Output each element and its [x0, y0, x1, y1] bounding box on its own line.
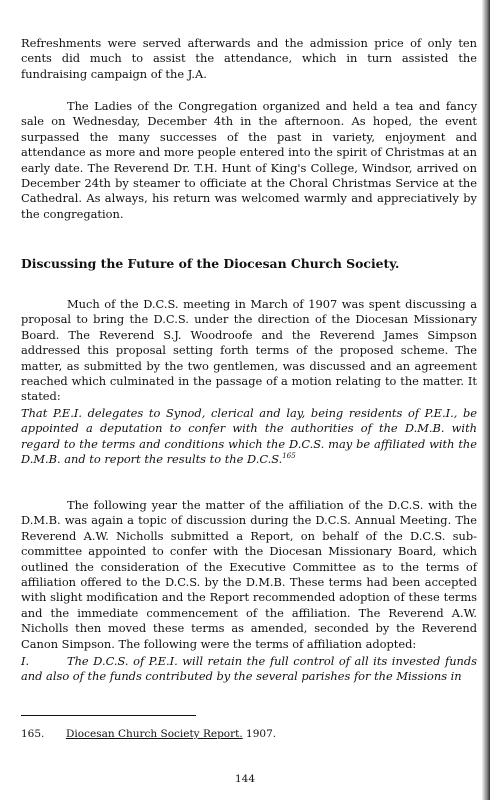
footnote-year: 1907.: [246, 728, 277, 740]
paragraph-ladies-tea-sale: The Ladies of the Congregation organized and held a tea and fancy sale on Wednesday, December 4th in the afternoon. As hoped, the event surpassed the many successes of the past in variety, enjoyment and attendance as more and more people entered into the spirit of Christmas at an early date. The Reverend Dr. T.H. Hunt of King's College, Windsor, arrived on December 24th by steamer to officiate at the Choral Christmas Service at the Cathedral. As always, his return was welcomed warmly and appreciatively by the congregation.: [21, 99, 477, 221]
footnote-number: 165.: [21, 728, 45, 740]
footnote-165: [21, 728, 421, 740]
affiliation-term-1: [21, 654, 477, 685]
footnote-ref-165: 165: [282, 452, 296, 461]
motion-quote: [21, 406, 477, 468]
section-heading: Discussing the Future of the Diocesan Church Society.: [21, 256, 400, 271]
paragraph-affiliation-report: The following year the matter of the affiliation of the D.C.S. with the D.M.B. was again a topic of discussion during the D.C.S. Annual Meeting. The Reverend A.W. Nicholls submitted a Report, on behalf of the D.C.S. sub-committee appointed to confer with the Diocesan Missionary Board, which outlined the consideration of the Executive Committee as to the terms of affiliation offered to the D.C.S. by the D.M.B. These terms had been accepted with slight modification and the Report recommended adoption of these terms and the immediate commencement of the affiliation. The Reverend A.W. Nicholls then moved these terms as amended, seconded by the Reverend Canon Simpson. The following were the terms of affiliation adopted:: [21, 498, 477, 651]
paragraph-refreshments: Refreshments were served afterwards and the admission price of only ten cents did much to assist the attendance, which in turn assisted the fundraising campaign of the J.A.: [21, 36, 477, 81]
page-number: 144: [234, 773, 256, 785]
footnote-source: Diocesan Church Society Report.: [66, 728, 243, 740]
paragraph-dcs-meeting-1907: Much of the D.C.S. meeting in March of 1907 was spent discussing a proposal to bring the D.C.S. under the direction of the Diocesan Missionary Board. The Reverend S.J. Woodroofe and the Reverend James Simpson addressed this proposal setting forth terms of the proposed scheme. The matter, as submitted by the two gentlemen, was discussed and an agreement reached which culminated in the passage of a motion relating to the matter. It stated:: [21, 297, 477, 404]
term-text: The D.C.S. of P.E.I. will retain the full control of all its invested funds and also of the funds contributed by the several parishes for the Missions in: [21, 654, 477, 684]
footnote-divider: [21, 715, 196, 716]
term-label: I.: [21, 654, 30, 668]
motion-quote-text: That P.E.I. delegates to Synod, clerical and lay, being residents of P.E.I., be appointed a deputation to confer with the authorities of the D.M.B. with regard to the terms and conditions which the D.C.S. may be affiliated with the D.M.B. and to report the results to the D.C.S.: [21, 406, 477, 467]
scan-shadow-edge: [482, 0, 490, 800]
